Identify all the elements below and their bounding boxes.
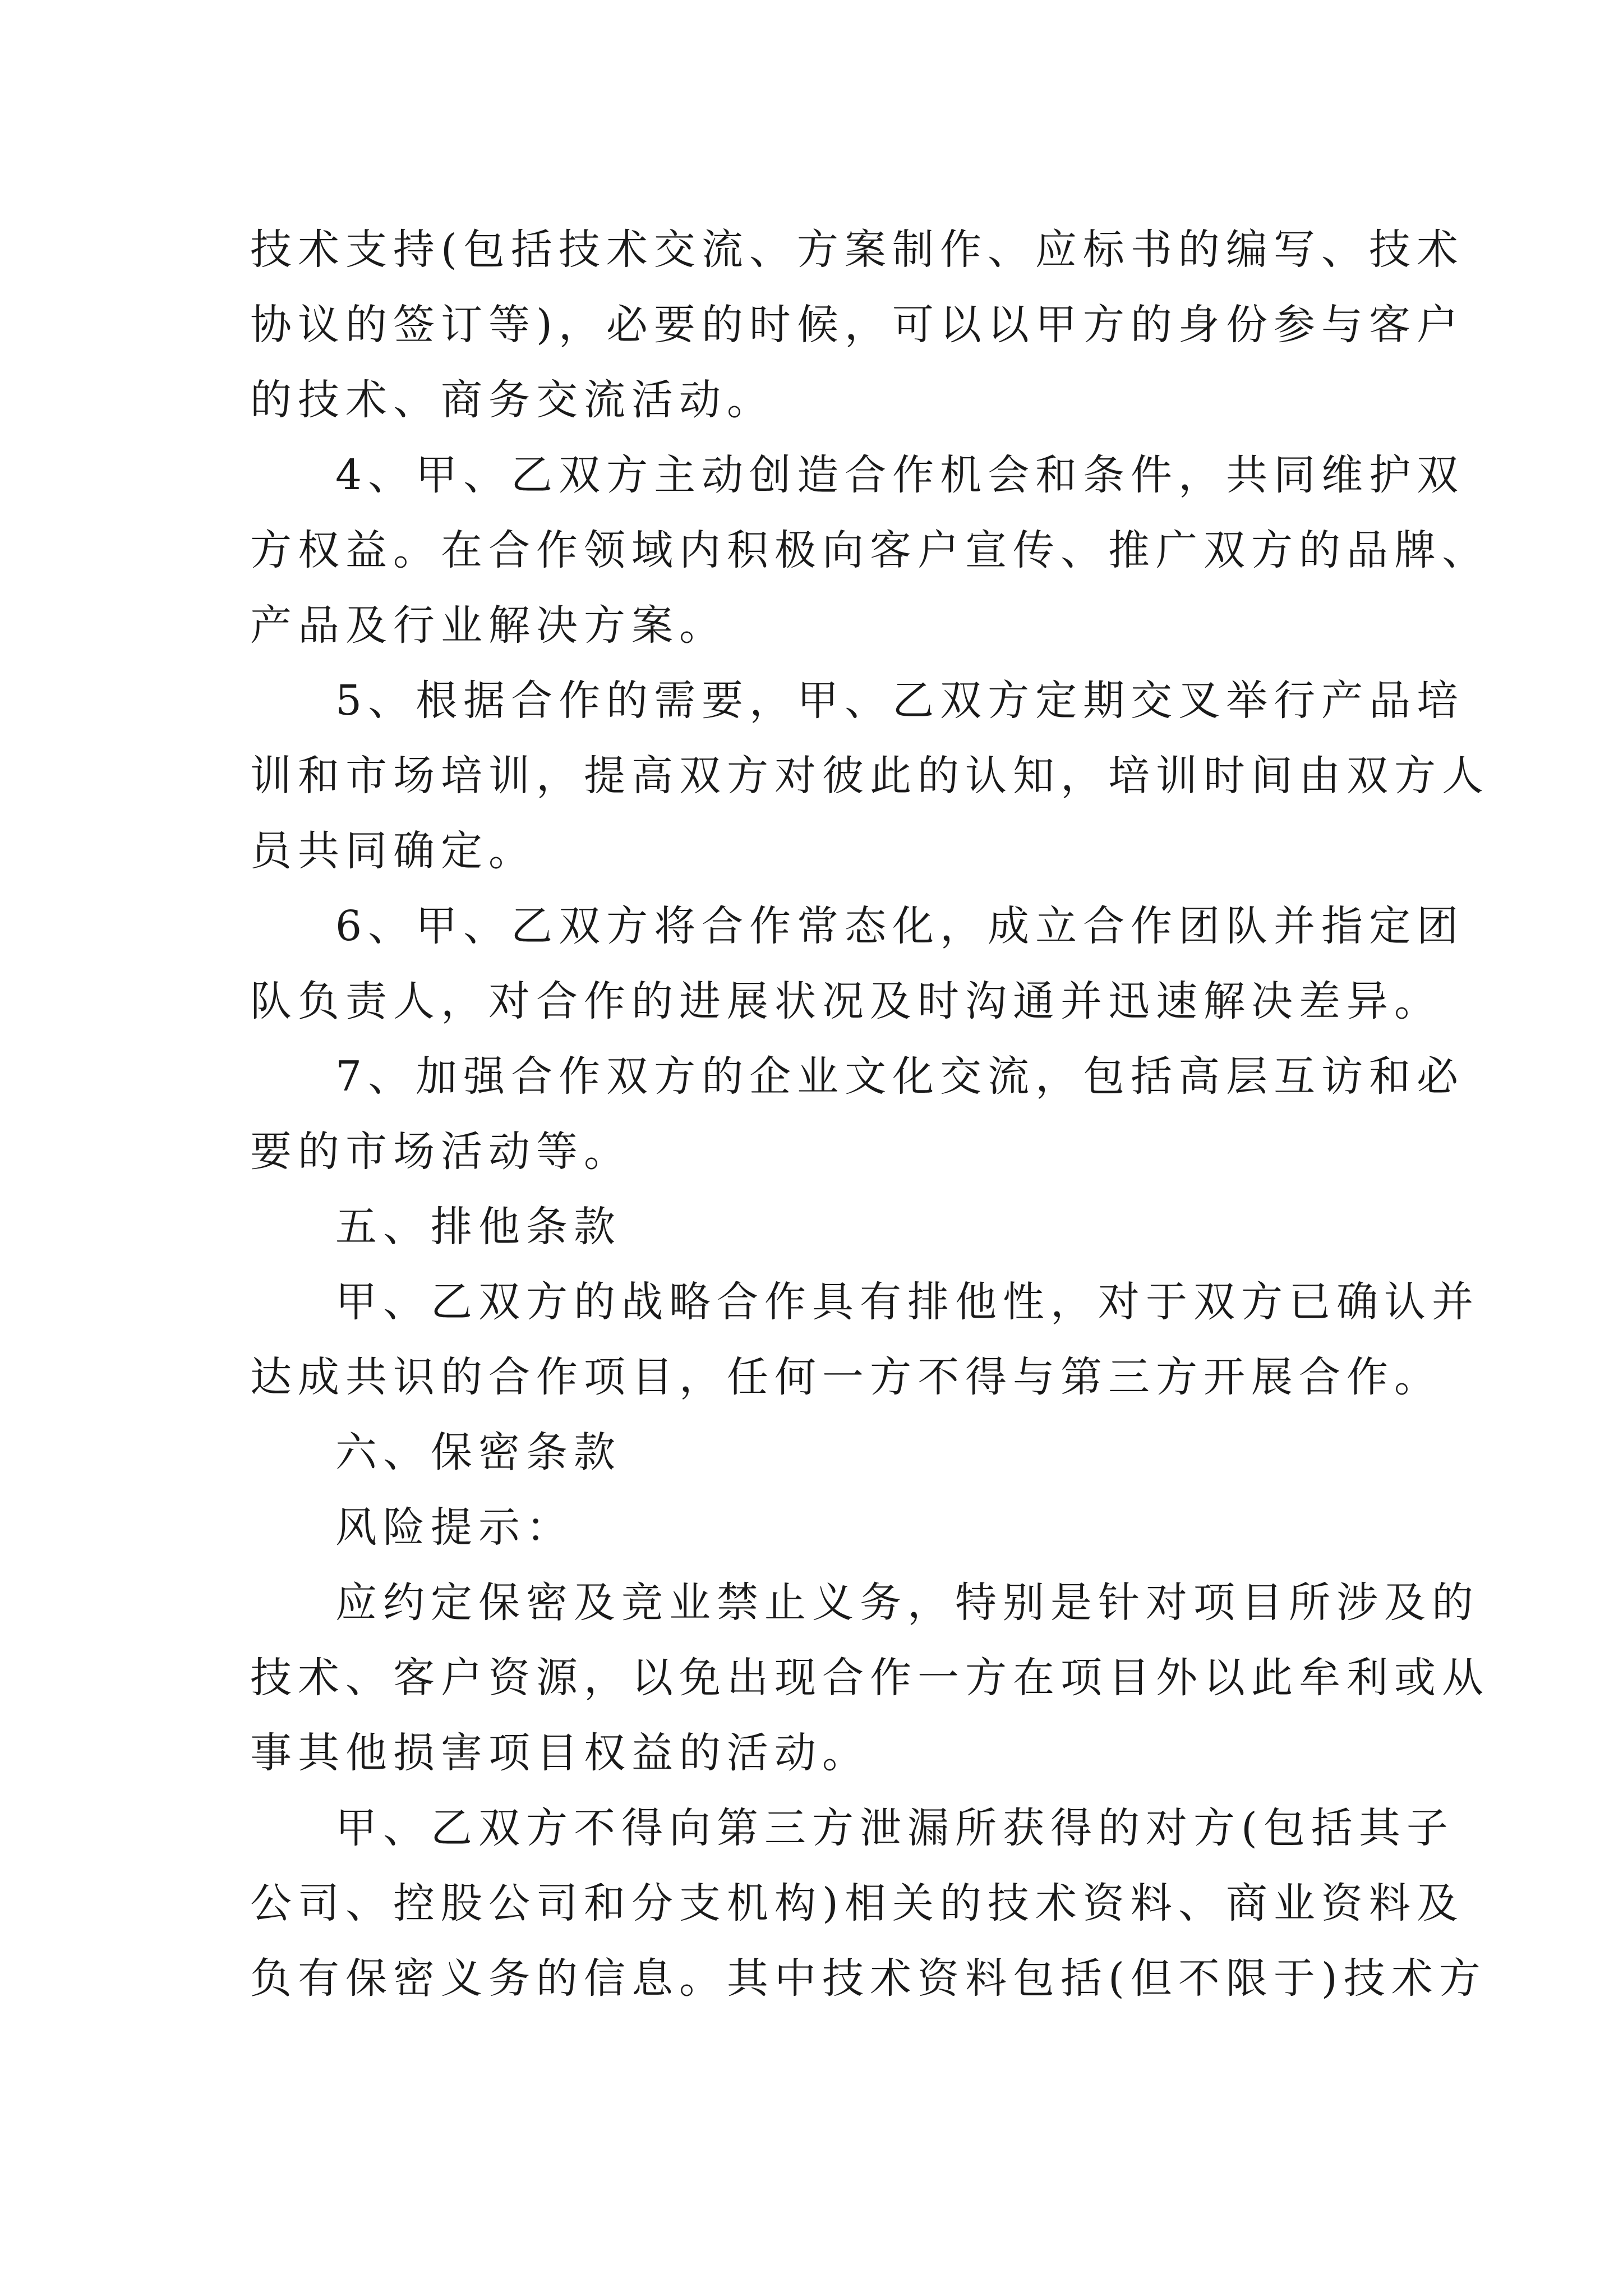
section-heading-confidentiality: 六、保密条款	[335, 1428, 621, 1476]
body-line: 事其他损害项目权益的活动。	[250, 1729, 870, 1777]
body-line: 技术、客户资源，以免出现合作一方在项目外以此牟利或从	[250, 1654, 1490, 1702]
body-line: 技术支持(包括技术交流、方案制作、应标书的编写、技术	[250, 226, 1464, 274]
body-line: 公司、控股公司和分支机构)相关的技术资料、商业资料及	[250, 1879, 1464, 1927]
paragraph-clause-5: 5、根据合作的需要，甲、乙双方定期交叉举行产品培	[335, 677, 1465, 725]
body-line: 员共同确定。	[250, 827, 536, 875]
body-line: 要的市场活动等。	[250, 1128, 631, 1176]
body-line: 训和市场培训，提高双方对彼此的认知，培训时间由双方人	[250, 752, 1490, 800]
paragraph-risk-notice: 应约定保密及竞业禁止义务，特别是针对项目所涉及的	[335, 1579, 1479, 1627]
paragraph-confidentiality: 甲、乙双方不得向第三方泄漏所获得的对方(包括其子	[335, 1804, 1454, 1852]
section-heading-exclusivity: 五、排他条款	[335, 1203, 621, 1251]
body-line: 协议的签订等)，必要的时候，可以以甲方的身份参与客户	[250, 301, 1464, 349]
paragraph-clause-6: 6、甲、乙双方将合作常态化，成立合作团队并指定团	[335, 902, 1465, 950]
body-line: 负有保密义务的信息。其中技术资料包括(但不限于)技术方	[250, 1954, 1487, 2003]
paragraph-clause-7: 7、加强合作双方的企业文化交流，包括高层互访和必	[335, 1052, 1465, 1101]
paragraph-exclusivity: 甲、乙双方的战略合作具有排他性，对于双方已确认并	[335, 1278, 1479, 1326]
body-line: 队负责人，对合作的进展状况及时沟通并迅速解决差异。	[250, 977, 1442, 1025]
paragraph-clause-4: 4、甲、乙双方主动创造合作机会和条件，共同维护双	[335, 451, 1465, 499]
body-line: 产品及行业解决方案。	[250, 601, 727, 650]
body-line: 的技术、商务交流活动。	[250, 376, 774, 424]
body-line: 方权益。在合作领域内积极向客户宣传、推广双方的品牌、	[250, 526, 1490, 574]
body-line: 达成共识的合作项目，任何一方不得与第三方开展合作。	[250, 1353, 1442, 1401]
risk-notice-label: 风险提示：	[335, 1503, 574, 1552]
document-body	[250, 212, 1490, 2016]
